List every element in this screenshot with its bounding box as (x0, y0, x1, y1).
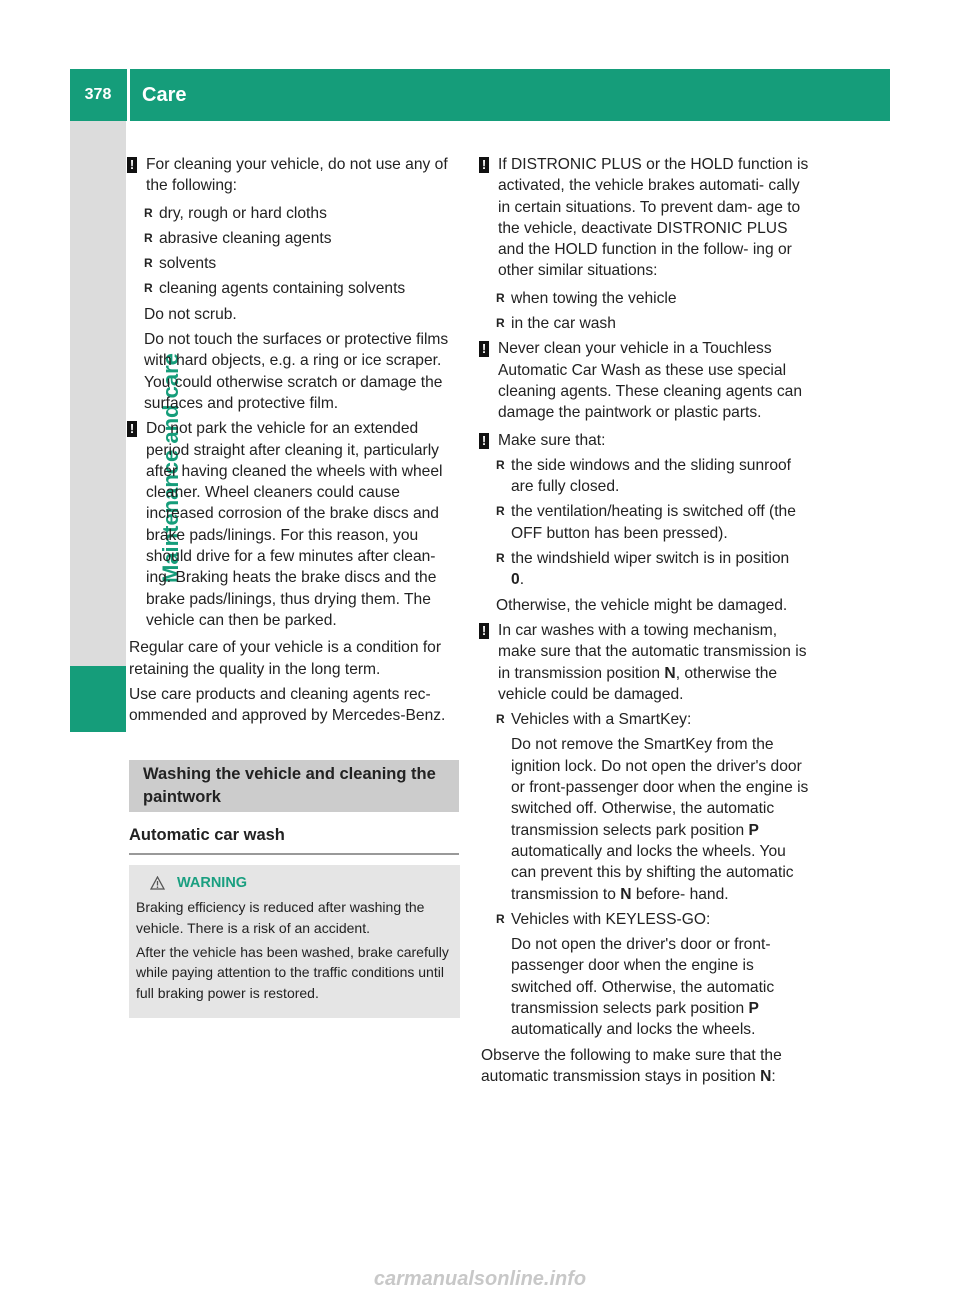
bullet-list (481, 288, 811, 335)
list-item: R solvents (144, 253, 459, 274)
list-item: R the ventilation/heating is switched off (the OFF button has been pressed). (496, 503, 796, 542)
page-number: 378 (84, 86, 112, 103)
list-item: R Vehicles with KEYLESS-GO: Do not open the driver's door or front- passenger door when the engine is switched off. Otherwise, the automatic transmission selects park position P automatically and locks the wheels. (496, 909, 811, 1041)
paragraph: Do not touch the surfaces or protective films with hard objects, e.g. a ring or ice scraper. You could otherwise scratch or damage the surfaces and protective film. (144, 331, 449, 412)
list-item-detail: Do not remove the SmartKey from the ignition lock. Do not open the driver's door or front-passenger door when the engine is switched off. Otherwise, the automatic transmission selects park position P automatically and locks the wheels. You can prevent this by shifting the automatic transmission to N before- hand. (511, 736, 809, 903)
exclamation-icon: ! (127, 157, 137, 173)
list-item: R Vehicles with a SmartKey: Do not remove the SmartKey from the ignition lock. Do not open the driver's door or front-passenger door when the engine is switched off. Otherwise, the automatic transmission selects park position P automatically and locks the wheels. You can prevent this by shifting the automatic transmission to N before- hand. (496, 709, 811, 905)
bullet-icon: R (496, 316, 505, 331)
bullet-icon: R (496, 551, 505, 566)
bullet-icon: R (496, 712, 505, 727)
bullet-list (129, 203, 459, 300)
right-column (481, 154, 811, 1091)
warning-header (136, 873, 454, 894)
exclamation-icon: ! (479, 157, 489, 173)
section-heading: Washing the vehicle and cleaning the paintwork (129, 760, 459, 812)
subsection-heading: Automatic car wash (129, 825, 459, 854)
page-title: Care (142, 83, 187, 106)
list-item: R abrasive cleaning agents (144, 228, 459, 249)
caution-note: ! In car washes with a towing mechanism, make sure that the automatic transmission is in transmission position N, otherwise the vehicle could be damaged. (481, 620, 811, 705)
caution-note: ! If DISTRONIC PLUS or the HOLD function is activated, the vehicle brakes automati- cally in certain situations. To prevent dam- age to the vehicle, deactivate DISTRONIC PLUS and the HOLD function in the follow- ing or other similar situations: (481, 154, 811, 282)
warning-text: After the vehicle has been washed, brake carefully while paying attention to the traffic conditions until full braking power is restored. (136, 943, 449, 1001)
warning-box (129, 865, 460, 1019)
bullet-icon: R (496, 290, 505, 305)
bullet-icon: R (144, 256, 153, 271)
caution-note: ! Make sure that: (481, 430, 811, 451)
exclamation-icon: ! (479, 623, 489, 639)
bullet-icon: R (144, 230, 153, 245)
bullet-icon: R (496, 504, 505, 519)
list-item-detail: Do not open the driver's door or front- passenger door when the engine is switched off. Otherwise, the automatic transmission selects park position P automatically and locks the wheels. (511, 936, 775, 1039)
section-tab-label: Maintenance and care (158, 353, 183, 583)
caution-note: ! Do not park the vehicle for an extended period straight after cleaning it, particularly after having cleaned the wheels with wheel cleaner. Wheel cleaners could cause increased corrosion of the brake discs and brake pads/linings. For this reason, you should drive for a few minutes after clean- ing. Braking heats the brake discs and the brake pads/linings, thus drying them. The vehicle can then be parked. (129, 418, 459, 631)
bullet-icon: R (144, 205, 153, 220)
bullet-list (481, 709, 811, 1040)
paragraph: Do not scrub. (144, 305, 237, 323)
bullet-icon: R (496, 457, 505, 472)
warning-triangle-icon (150, 876, 165, 890)
watermark: carmanualsonline.info (373, 1268, 587, 1290)
list-item: R in the car wash (496, 313, 811, 334)
exclamation-icon: ! (479, 341, 489, 357)
list-item: R cleaning agents containing solvents (144, 278, 459, 299)
bullet-list (481, 455, 811, 591)
bullet-icon: R (496, 911, 505, 926)
left-column (129, 154, 459, 1018)
list-item: R the windshield wiper switch is in position 0. (496, 550, 790, 589)
bullet-icon: R (144, 281, 153, 296)
warning-text: Braking efficiency is reduced after washing the vehicle. There is a risk of an accident. (136, 899, 425, 936)
list-item: R when towing the vehicle (496, 288, 811, 309)
caution-note: ! For cleaning your vehicle, do not use any of the following: (129, 154, 459, 197)
list-item: R dry, rough or hard cloths (144, 203, 459, 224)
exclamation-icon: ! (127, 421, 137, 437)
paragraph: Use care products and cleaning agents rec- ommended and approved by Mercedes-Benz. (129, 685, 446, 725)
list-item: R the side windows and the sliding sunroof are fully closed. (496, 456, 791, 496)
exclamation-icon: ! (479, 433, 489, 449)
warning-title: WARNING (177, 874, 248, 891)
paragraph: Otherwise, the vehicle might be damaged. (496, 596, 788, 614)
section-tab-marker (70, 666, 126, 732)
paragraph: Observe the following to make sure that the automatic transmission stays in position N: (481, 1046, 782, 1085)
paragraph: Regular care of your vehicle is a condition for retaining the quality in the long term. (129, 639, 442, 678)
page-header (70, 69, 890, 121)
caution-note: ! Never clean your vehicle in a Touchless Automatic Car Wash as these use special cleaning agents. These cleaning agents can damage the paintwork or plastic parts. (481, 338, 811, 423)
header-divider (127, 69, 130, 121)
